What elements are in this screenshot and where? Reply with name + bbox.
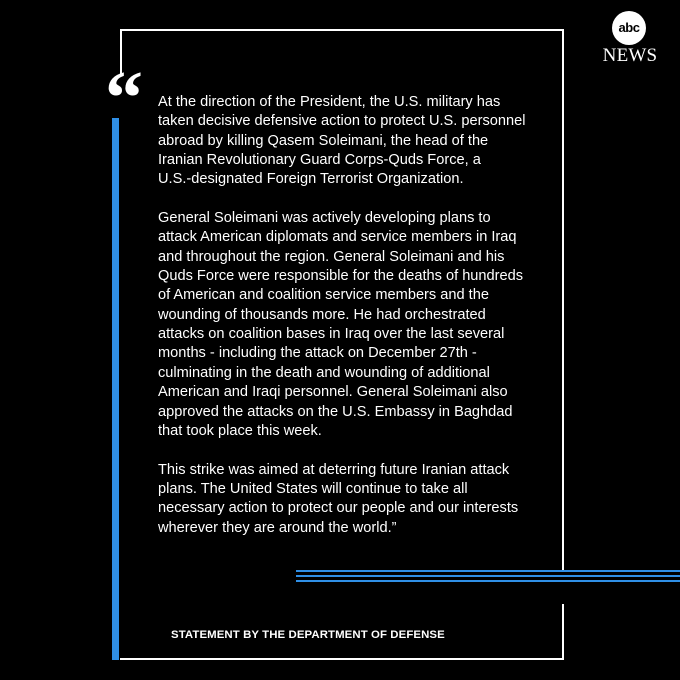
stripe-line — [296, 580, 680, 582]
quote-paragraph-1: At the direction of the President, the U.S. military has taken decisive defensive action to protect U.S. personnel abroad by killing Qasem Soleimani, the head of the Iranian Revolutionary Guard Corps-Quds Force, a U.S.-designated Foreign Terrorist Organization. — [158, 94, 526, 188]
stripe-line — [296, 575, 680, 577]
quote-paragraph-3: This strike was aimed at deterring future Iranian attack plans. The United States will continue to take all necessary action to protect our people and our interests wherever they are around the world.” — [158, 461, 519, 536]
attribution-label: STATEMENT BY THE DEPARTMENT OF DEFENSE — [171, 629, 445, 641]
abc-badge: abc — [612, 11, 646, 45]
quote-paragraph-2: General Soleimani was actively developing plans to attack American diplomats and service members in Iraq and throughout the region. General Soleimani and his Quds Force were responsible for the deaths of hundreds of American and coalition service members and the wounding of thousands more. He had orchestrated attacks on coalition bases in Iraq over the last several months - including the attack on December 27th - culminating in the death and wounding of additional American and Iraqi personnel. General Soleimani also approved the attacks on the U.S. Embassy in Baghdad that took place this week. — [158, 210, 524, 439]
accent-bar — [112, 118, 119, 660]
frame-right-border-lower — [562, 604, 564, 660]
frame-bottom-border — [120, 658, 564, 660]
decorative-stripes — [296, 570, 680, 586]
stripe-line — [296, 570, 680, 572]
open-quote-mark: “ — [105, 56, 137, 140]
frame-right-border-upper — [562, 29, 564, 572]
quote-body — [158, 93, 548, 557]
frame-top-border — [120, 29, 564, 31]
news-wordmark: NEWS — [602, 45, 658, 66]
abc-news-logo — [601, 11, 659, 67]
